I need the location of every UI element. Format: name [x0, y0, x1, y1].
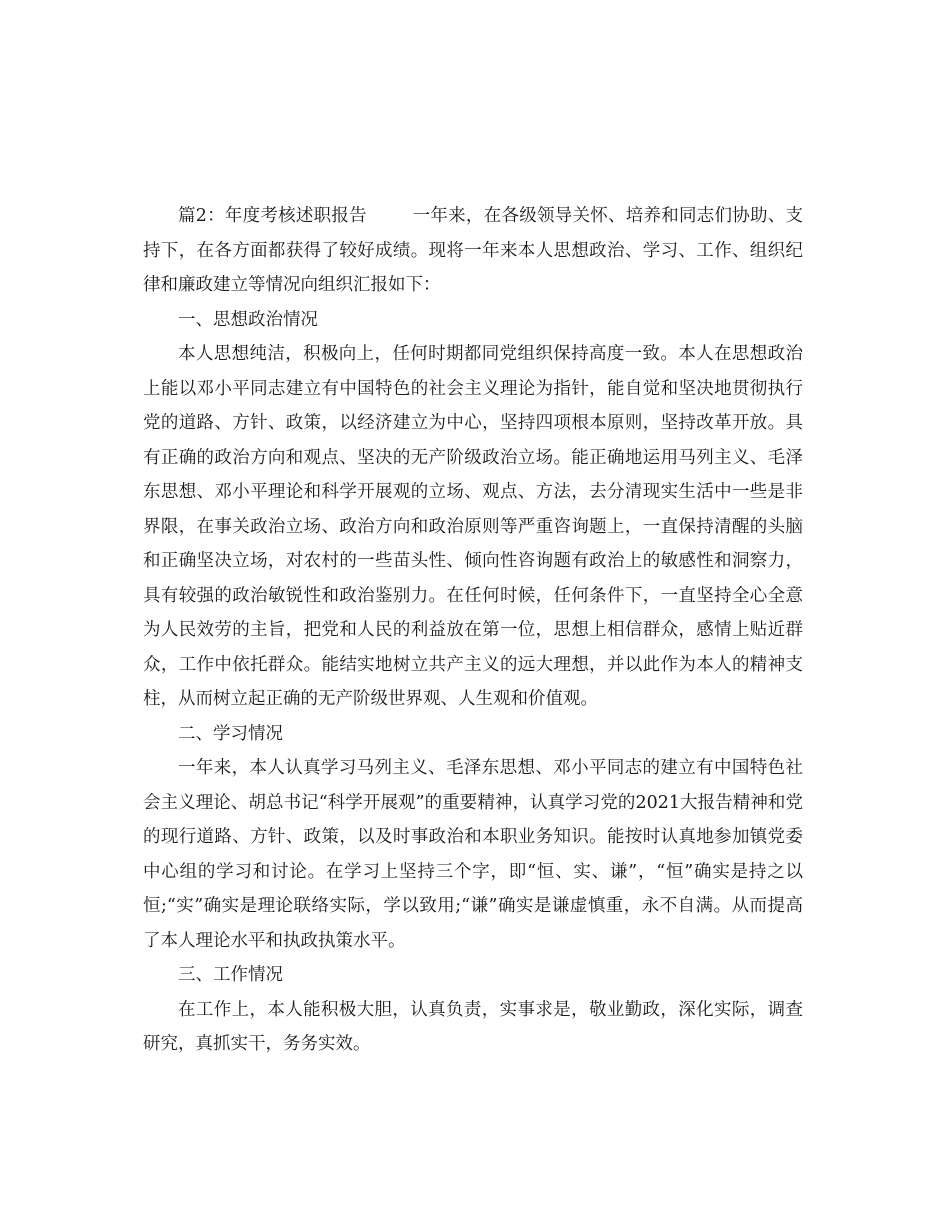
- intro-text: 一年来，在各级领导关怀、培养和同志们协助、支持下，在各方面都获得了较好成绩。现将一年来本人思想政治、学习、工作、组织纪律和廉政建立等情况向组织汇报如下：: [143, 206, 803, 295]
- intro-paragraph: [143, 199, 803, 303]
- document-body: [143, 199, 803, 1062]
- section1-paragraph: 本人思想纯洁，积极向上，任何时期都同党组织保持高度一致。本人在思想政治上能以邓小平同志建立有中国特色的社会主义理论为指针，能自觉和坚决地贯彻执行党的道路、方针、政策，以经济建立为中心，坚持四项根本原则，坚持改革开放。具有正确的政治方向和观点、坚决的无产阶级政治立场。能正确地运用马列主义、毛泽东思想、邓小平理论和科学开展观的立场、观点、方法，去分清现实生活中一些是非界限，在事关政治立场、政治方向和政治原则等严重咨询题上，一直保持清醒的头脑和正确坚决立场，对农村的一些苗头性、倾向性咨询题有政治上的敏感性和洞察力，具有较强的政治敏锐性和政治鉴别力。在任何时候，任何条件下，一直坚持全心全意为人民效劳的主旨，把党和人民的利益放在第一位，思想上相信群众，感情上贴近群众，工作中依托群众。能结实地树立共产主义的远大理想，并以此作为本人的精神支柱，从而树立起正确的无产阶级世界观、人生观和价值观。: [143, 344, 803, 709]
- section2-paragraph: 一年来，本人认真学习马列主义、毛泽东思想、邓小平同志的建立有中国特色社会主义理论、胡总书记“科学开展观”的重要精神，认真学习党的2021大报告精神和党的现行道路、方针、政策，以及时事政治和本职业务知识。能按时认真地参加镇党委中心组的学习和讨论。在学习上坚持三个字，即“恒、实、谦”，“恒”确实是持之以恒;“实”确实是理论联络实际，学以致用;“谦”确实是谦虚慎重，永不自满。从而提高了本人理论水平和执政执策水平。: [143, 758, 803, 951]
- section3-heading: 三、工作情况: [178, 965, 283, 985]
- document-title: 篇2：年度考核述职报告: [178, 206, 367, 226]
- section1-heading: 一、思想政治情况: [178, 309, 318, 330]
- section2-heading: 二、学习情况: [178, 723, 283, 744]
- section3-paragraph: 在工作上，本人能积极大胆，认真负责，实事求是，敬业勤政，深化实际，调查研究，真抓实干，务务实效。: [143, 999, 803, 1054]
